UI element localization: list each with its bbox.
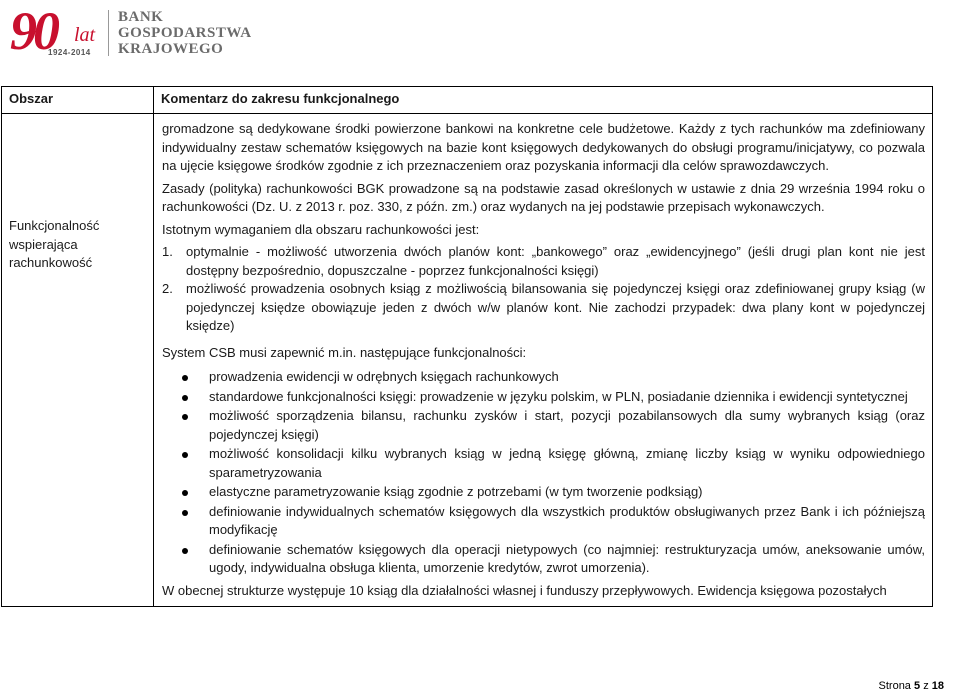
bullet-icon [182, 395, 188, 401]
bgk-logo [10, 1, 252, 62]
list-item [162, 407, 925, 444]
bullet-icon [182, 452, 188, 458]
column-header-area: Obszar [2, 87, 154, 114]
logo-years: 1924-2014 [48, 48, 91, 57]
feature-list [162, 368, 925, 578]
list-item [162, 388, 925, 407]
list-item [162, 483, 925, 502]
feature-text: definiowanie indywidualnych schematów księgowych dla wszystkich produktów obsługiwanych przez Bank i ich późniejszą modyfikację [209, 503, 925, 537]
page-of: z [923, 680, 929, 692]
bullet-icon [182, 414, 188, 420]
logo-divider [108, 10, 109, 56]
policy-paragraph: Zasady (polityka) rachunkowości BGK prowadzone są na podstawie zasad określonych w ustawie z dnia 29 września 1994 roku o rachunkowości (Dz. U. z 2013 r. poz. 330, z późn. zm.) oraz wydanych na jej podstawie przepisach wykonawczych. [162, 180, 925, 214]
area-cell [2, 114, 154, 607]
page-total: 18 [931, 680, 944, 692]
page-current: 5 [914, 680, 921, 692]
feature-text: możliwość konsolidacji kilku wybranych ksiąg w jedną księgę główną, zmianę liczby ksiąg w wyniku odpowiedniego sparametryzowania [209, 446, 925, 480]
intro-paragraph: gromadzone są dedykowane środki powierzone bankowi na konkretne cele budżetowe. Każdy z tych rachunków ma zdefiniowany indywidualny zestaw schematów księgowych na bazie kont księgowych dedykowanych do obsługi programu/inicjatywy, co pozwala na ujęcie księgowe środków zgodnie z ich przeznaczeniem oraz pozyskania informacji dla celów sprawozdawczych. [162, 121, 925, 173]
requirement-text: możliwość prowadzenia osobnych ksiąg z możliwością bilansowania się pojedynczej księgi oraz zdefiniowanej grupy ksiąg (w pojedynczej księdze obowiązuje jeden z dwóch w/w planów kont. Nie zachodzi przypadek: dwa plany kont w pojedynczej księdze) [186, 281, 925, 333]
requirement-number: 2. [162, 281, 173, 296]
list-item [162, 445, 925, 482]
page-word: Strona [878, 680, 911, 692]
bullet-icon [182, 548, 188, 554]
system-intro: System CSB musi zapewnić m.in. następujące funkcjonalności: [162, 344, 527, 360]
feature-text: definiowanie schematów księgowych dla operacji nietypowych (co najmniej: restrukturyzacja umów, aneksowanie umów, ugody, indywidualna obsługa klienta, umorzenie kredytów, zwrot umorzenia). [209, 541, 925, 575]
functional-scope-table [1, 86, 933, 607]
logo-bank-name [118, 9, 252, 57]
requirement-item [162, 280, 925, 336]
list-item [162, 503, 925, 540]
list-item [162, 368, 925, 387]
feature-text: elastyczne parametryzowanie ksiąg zgodnie z potrzebami (w tym tworzenie podksiąg) [209, 484, 703, 499]
bullet-icon [182, 490, 188, 496]
requirement-item [162, 243, 925, 280]
bullet-icon [182, 510, 188, 516]
requirement-text: optymalnie - możliwość utworzenia dwóch planów kont: „bankowego” oraz „ewidencyjnego” (jeśli drugi plan kont nie jest dostępny bezpośrednio, dopuszczalne - poprzez funkcjonalności księgi) [186, 244, 925, 278]
list-item [162, 541, 925, 578]
table-header-row [2, 87, 933, 114]
last-line: W obecnej strukturze występuje 10 ksiąg dla działalności własnej i funduszy przepływowych. Ewidencja księgowa pozostałych [162, 582, 887, 598]
logo-bank-line3: KRAJOWEGO [118, 41, 224, 57]
requirement-number: 1. [162, 244, 173, 259]
logo-anniversary-number: 90 [10, 1, 56, 61]
table-row [2, 114, 933, 607]
logo-lat: lat [74, 24, 96, 46]
logo-bank-line2: GOSPODARSTWA [118, 25, 252, 41]
feature-text: standardowe funkcjonalności księgi: prowadzenie w języku polskim, w PLN, posiadanie dziennika i ewidencji syntetycznej [209, 388, 908, 404]
area-line-2: wspierająca [9, 236, 78, 252]
comment-cell [154, 114, 933, 607]
area-line-3: rachunkowość [9, 255, 93, 270]
bullet-icon [182, 375, 188, 381]
requirement-intro: Istotnym wymaganiem dla obszaru rachunkowości jest: [162, 221, 480, 237]
feature-text: prowadzenia ewidencji w odrębnych księgach rachunkowych [209, 369, 559, 384]
page-number [879, 680, 944, 692]
logo-bank-line1: BANK [118, 9, 164, 25]
area-line-1: Funkcjonalność [9, 218, 100, 233]
feature-text: możliwość sporządzenia bilansu, rachunku zysków i start, pozycji pozabilansowych dla sumy wybranych ksiąg (oraz pojedynczej księgi) [209, 408, 925, 442]
column-header-comment: Komentarz do zakresu funkcjonalnego [154, 87, 933, 114]
